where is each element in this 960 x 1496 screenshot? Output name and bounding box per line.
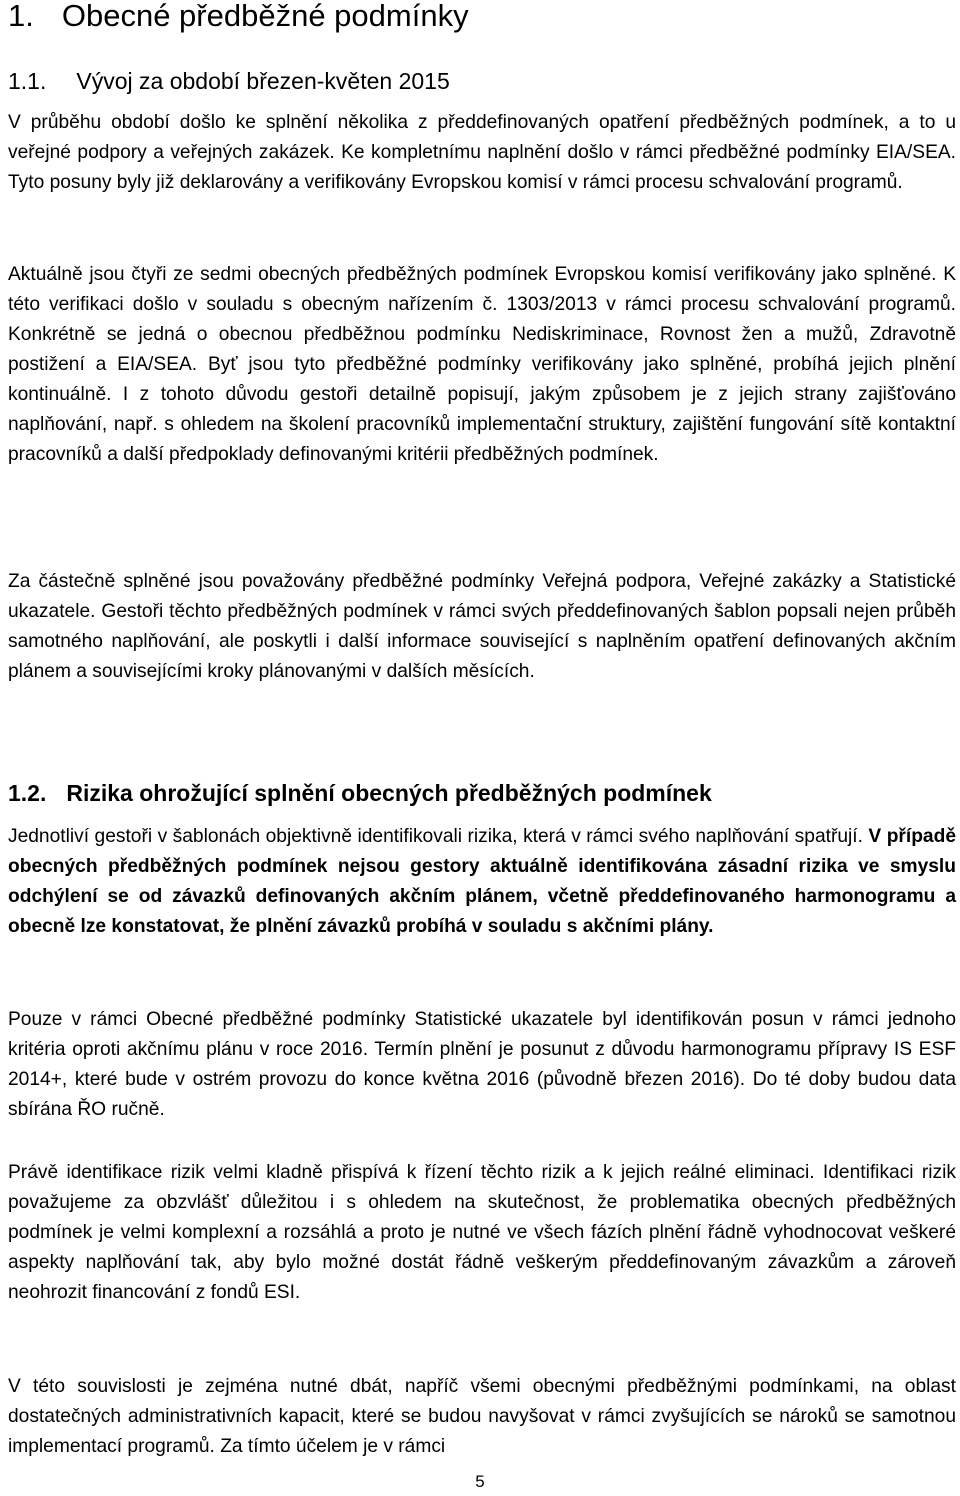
subsection-number: 1.2. (8, 780, 47, 806)
paragraph-risks-identified (8, 822, 956, 942)
paragraph-partially-fulfilled: Za částečně splněné jsou považovány předběžné podmínky Veřejná podpora, Veřejné zakázky a Statistické ukazatele. Gestoři těchto předběžných podmínek v rámci svých předdefinovaných šablon popsali nejen průběh samotného naplňování, ale poskytli i další informace související s naplněním opatření definovaných akčním plánem a souvisejícími kroky plánovanými v dalších měsících. (8, 571, 956, 682)
section-number: 1. (8, 0, 34, 33)
risk-text-plain: Jednotliví gestoři v šablonách objektivně identifikovali rizika, která v rámci svého naplňování spatřují. (8, 826, 869, 847)
paragraph-progress: V průběhu období došlo ke splnění několika z předdefinovaných opatření předběžných podmínek, a to u veřejné podpory a veřejných zakázek. Ke kompletnímu naplnění došlo v rámci předběžné podmínky EIA/SEA. Tyto posuny byly již deklarovány a verifikovány Evropskou komisí v rámci procesu schvalování programů. (8, 112, 956, 193)
subsection-heading-1-1 (8, 66, 450, 96)
subsection-title: Rizika ohrožující splnění obecných předběžných podmínek (66, 780, 712, 806)
paragraph-administrative-capacity: V této souvislosti je zejména nutné dbát, napříč všemi obecnými předběžnými podmínkami, na oblast dostatečných administrativních kapacit, které se budou navyšovat v rámci zvyšujících se nároků se samotnou implementací programů. Za tímto účelem je v rámci (8, 1376, 956, 1457)
paragraph-verified-conditions: Aktuálně jsou čtyři ze sedmi obecných předběžných podmínek Evropskou komisí verifikovány jako splněné. K této verifikaci došlo v souladu s obecným nařízením č. 1303/2013 v rámci procesu schvalování programů. Konkrétně se jedná o obecnou předběžnou podmínku Nediskriminace, Rovnost žen a mužů, Zdravotně postižení a EIA/SEA. Byť jsou tyto předběžné podmínky verifikovány jako splněné, probíhá jejich plnění kontinuálně. I z tohoto důvodu gestoři detailně popisují, jakým způsobem je z jejich strany zajišťováno naplňování, např. s ohledem na školení pracovníků implementační struktury, zajištění fungování sítě kontaktní pracovníků a další předpoklady definovanými kritérii předběžných podmínek. (8, 264, 956, 465)
section-heading-1 (8, 0, 469, 38)
subsection-number: 1.1. (8, 68, 47, 94)
paragraph-statistical-indicators: Pouze v rámci Obecné předběžné podmínky Statistické ukazatele byl identifikován posun v rámci jednoho kritéria oproti akčnímu plánu v roce 2016. Termín plnění je posunut z důvodu harmonogramu přípravy IS ESF 2014+, které bude v ostrém provozu do konce května 2016 (původně březen 2016). Do té doby budou data sbírána ŘO ručně. (8, 1009, 956, 1120)
paragraph-risk-identification: Právě identifikace rizik velmi kladně přispívá k řízení těchto rizik a k jejich reálné eliminaci. Identifikaci rizik považujeme za obzvlášť důležitou i s ohledem na skutečnost, že problematika obecných předběžných podmínek je velmi komplexní a rozsáhlá a proto je nutné ve všech fázích plnění řádně vyhodnocovat veškeré aspekty naplňování tak, aby bylo možné dostát řádně veškerým předdefinovaným závazkům a zároveň neohrozit financování z fondů ESI. (8, 1162, 956, 1303)
subsection-title: Vývoj za období březen-květen 2015 (76, 68, 450, 94)
subsection-heading-1-2 (8, 778, 712, 808)
page-number: 5 (475, 1472, 485, 1491)
risk-text-bold: V případě obecných předběžných podmínek nejsou gestory aktuálně identifikována zásadní rizika ve smyslu odchýlení se od závazků definovaných akčním plánem, včetně předdefinovaného harmonogramu a obecně lze konstatovat, že plnění závazků probíhá v souladu s akčními plány. (8, 826, 956, 937)
section-title: Obecné předběžné podmínky (61, 0, 469, 33)
